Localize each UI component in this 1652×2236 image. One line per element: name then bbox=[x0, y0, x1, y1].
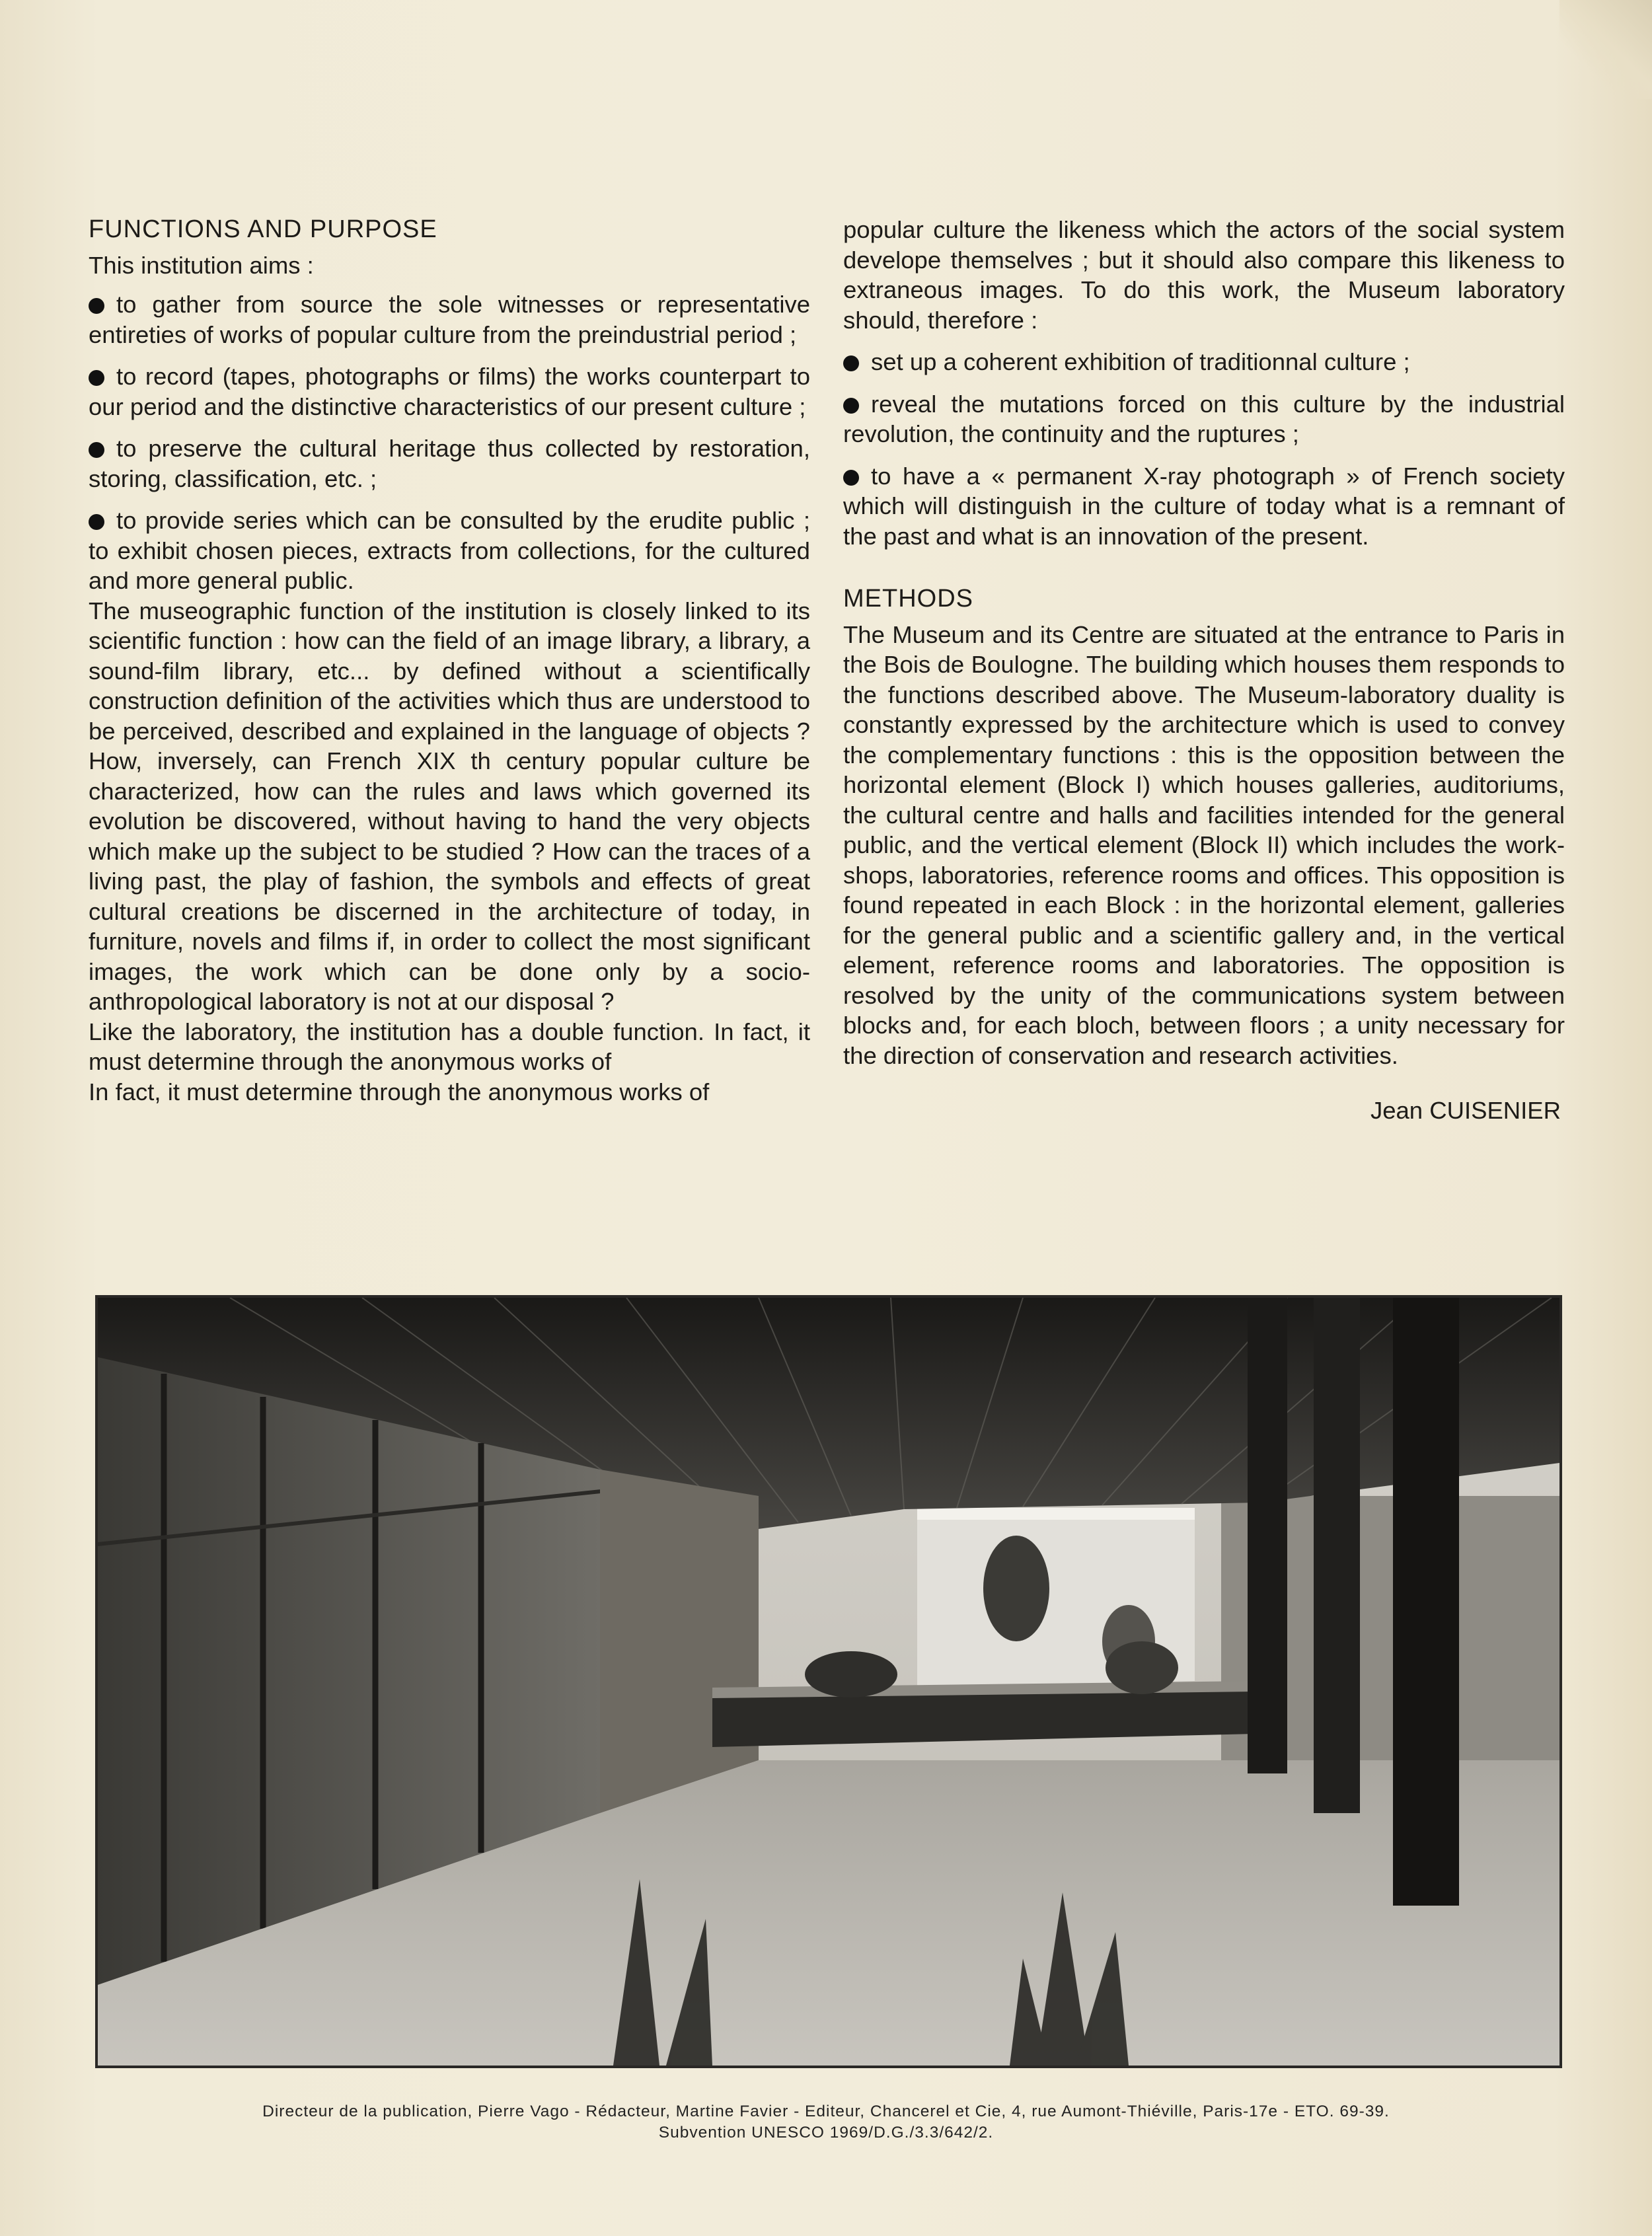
bullet-icon bbox=[843, 470, 859, 486]
intro-text: This institution aims : bbox=[89, 251, 314, 279]
bullet-text: to have a « permanent X-ray photograph » of French society which will distinguish in the culture of today what is a remnant of the past and what is an innovation of the present. bbox=[843, 462, 1565, 550]
colophon bbox=[0, 2101, 1652, 2143]
bullet-text: to provide series which can be consulted by the erudite public ; to exhibit chosen pieces, extracts from collections, for the cultured and more general public. bbox=[89, 507, 810, 594]
column bbox=[1314, 1298, 1360, 1813]
bullet-item bbox=[89, 289, 810, 350]
double-function-paragraph: Like the laboratory, the institution has a double function. In fact, it must determine through the anonymous works of bbox=[89, 1018, 810, 1075]
museum-gallery-photo bbox=[95, 1295, 1562, 2068]
bullet-icon bbox=[89, 514, 104, 530]
colophon-line: Subvention UNESCO 1969/D.G./3.3/642/2. bbox=[658, 2124, 994, 2142]
courtyard-wall-cap bbox=[917, 1508, 1195, 1520]
methods-paragraph: The Museum and its Centre are situated at the entrance to Paris in the Bois de Boulogne. The building which houses them responds to the functions described above. The Museum-laboratory duality is constantly expressed by the architecture which is used to convey the complementary functions : this is the opposition between the horizontal element (Block I) which houses galleries, auditoriums, the cultural centre and halls and facilities intended for the general public, and the vertical element (Block II) which includes the work-shops, laboratories, reference rooms and offices. This opposition is found repeated in each Block : in the horizontal element, galleries for the general public and a scientific gallery and, in the vertical element, reference rooms and laboratories. The opposition is resolved by the unity of the communications system between blocks and, for each bloch, between floors ; a unity necessary for the direction of conservation and research activities. bbox=[843, 620, 1565, 1069]
planter-plant bbox=[1106, 1641, 1178, 1694]
right-column bbox=[843, 215, 1565, 1126]
colophon-line: Directeur de la publication, Pierre Vago - Rédacteur, Martine Favier - Editeur, Chancerel et Cie, 4, rue Aumont-Thiéville, Paris-17e - ETO. 69-39. bbox=[262, 2103, 1390, 2120]
wood-panel-wall bbox=[600, 1470, 759, 1813]
tree-shape bbox=[983, 1536, 1049, 1641]
photo-illustration bbox=[98, 1298, 1559, 2066]
column bbox=[1248, 1298, 1287, 1773]
bullet-text: to gather from source the sole witnesses or representative entireties of works of popular culture from the preindustrial period ; bbox=[89, 291, 810, 348]
bullet-item bbox=[843, 461, 1565, 552]
bullet-icon bbox=[843, 355, 859, 371]
bullet-icon bbox=[89, 370, 104, 386]
bullet-item bbox=[89, 361, 810, 422]
bullet-icon bbox=[843, 398, 859, 414]
column bbox=[1393, 1298, 1459, 1906]
bullet-text: to preserve the cultural heritage thus collected by restoration, storing, classification, etc. ; bbox=[89, 435, 810, 492]
repeated-line: In fact, it must determine through the anonymous works of bbox=[89, 1078, 710, 1105]
bullet-item bbox=[843, 389, 1565, 449]
bullet-icon bbox=[89, 298, 104, 314]
bullet-text: to record (tapes, photographs or films) the works counterpart to our period and the distinctive characteristics of our present culture ; bbox=[89, 363, 810, 420]
methods-heading: METHODS bbox=[843, 585, 973, 613]
bullet-icon bbox=[89, 442, 104, 458]
bullet-item bbox=[843, 347, 1565, 377]
bullet-item bbox=[89, 433, 810, 494]
bullet-text: reveal the mutations forced on this culture by the industrial revolution, the continuity and the ruptures ; bbox=[843, 390, 1565, 447]
functions-heading: FUNCTIONS AND PURPOSE bbox=[89, 215, 437, 243]
folded-corner bbox=[1559, 0, 1652, 99]
bullet-text: set up a coherent exhibition of traditionnal culture ; bbox=[871, 348, 1410, 375]
continuation-paragraph: popular culture the likeness which the actors of the social system develope themselves ; but it should also compare this likeness to extraneous images. To do this work, the Museum laboratory should, therefore : bbox=[843, 216, 1565, 334]
museographic-paragraph: The museographic function of the institution is closely linked to its scientific function : how can the field of an image library, a library, a sound-film library, etc... by defined without a scientifically construction definition of the activities which thus are understood to be perceived, described and explained in the language of objects ? How, inversely, can French XIX th century popular culture be characterized, how can the rules and laws which governed its evolution be discovered, without having to hand the very objects which make up the subject to be studied ? How can the traces of a living past, the play of fashion, the symbols and effects of great cultural creations be discerned in the architecture of today, in furniture, novels and films if, in order to collect the most significant images, the work which can be done only by a socio-anthropological laboratory is not at our disposal ? bbox=[89, 597, 810, 1015]
planter-plant bbox=[805, 1651, 897, 1697]
bullet-item bbox=[89, 505, 810, 596]
left-column bbox=[89, 215, 810, 1107]
author-signature: Jean CUISENIER bbox=[1370, 1097, 1561, 1124]
